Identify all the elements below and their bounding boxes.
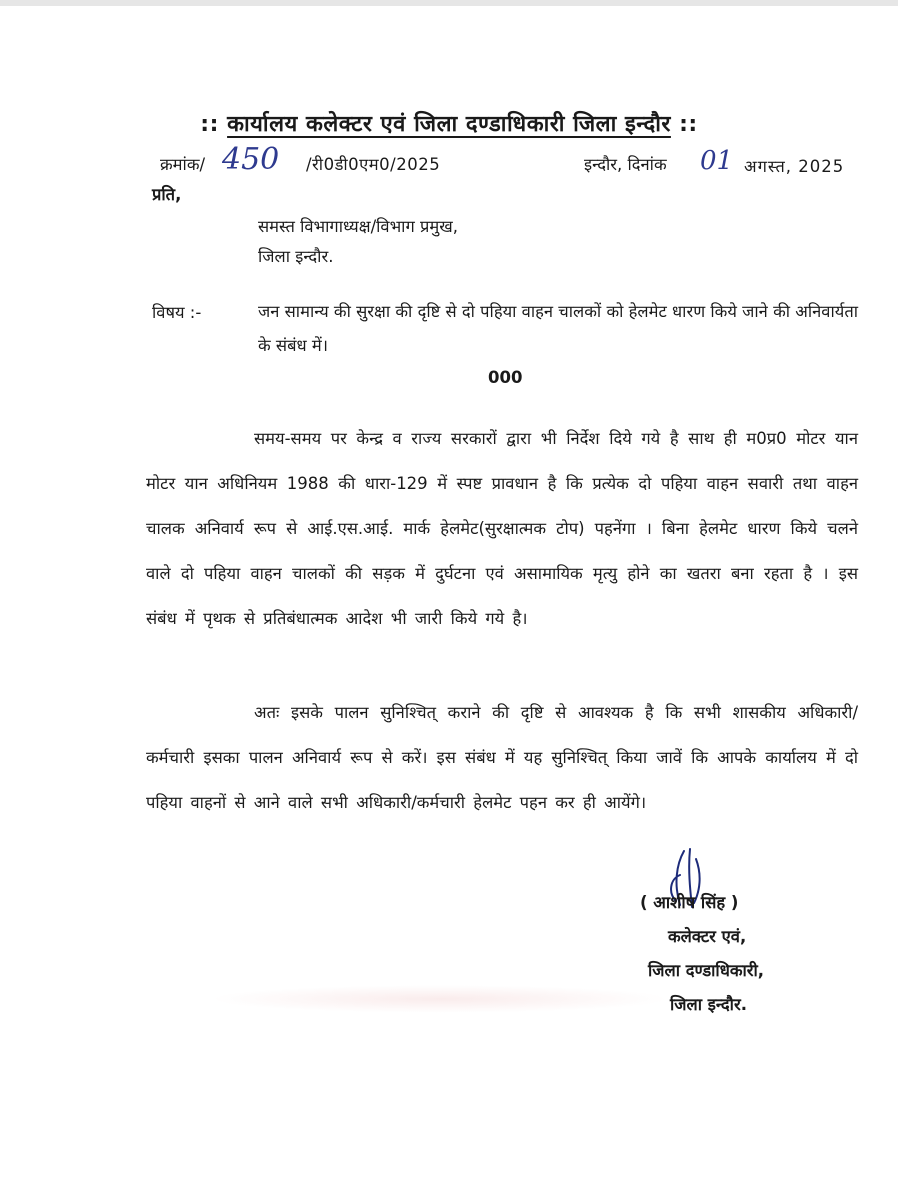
subject-text: जन सामान्य की सुरक्षा की दृष्टि से दो पहिया वाहन चालकों को हेलमेट धारण किये जाने की अनिवार्यता के संबंध में। xyxy=(258,302,858,355)
body-paragraph-1: समय-समय पर केन्द्र व राज्य सरकारों द्वारा भी निर्देश दिये गये है साथ ही म0प्र0 मोटर यान मोटर यान अधिनियम 1988 की धारा-129 में स्पष्ट प्रावधान है कि प्रत्येक दो पहिया वाहन सवारी तथा वाहन चालक अनिवार्य रूप से आई.एस.आई. मार्क हेलमेट(सुरक्षात्मक टोप) पहनेंगा । बिना हेलमेट धारण किये चलने वाले दो पहिया वाहन चालकों की सड़क में दुर्घटना एवं असामायिक मृत्यु होने का खतरा बना रहता है । इस संबंध में पृथक से प्रतिबंधात्मक आदेश भी जारी किये गये है। xyxy=(146,429,858,628)
body-paragraph-2: अतः इसके पालन सुनिश्चित् कराने की दृष्टि से आवश्यक है कि सभी शासकीय अधिकारी/कर्मचारी इसका पालन अनिवार्य रूप से करें। इस संबंध में यह सुनिश्चित् किया जावें कि आपके कार्यालय में दो पहिया वाहनों से आने वाले सभी अधिकारी/कर्मचारी हेलमेट पहन कर ही आयेंगे। xyxy=(146,703,858,812)
ref-label: क्रमांक/ xyxy=(160,155,206,174)
signatory-designation-1: कलेक्टर एवं, xyxy=(668,927,747,946)
scan-smudge xyxy=(210,985,670,1013)
signatory-designation-3: जिला इन्दौर. xyxy=(670,995,747,1014)
subject-label: विषय :- xyxy=(152,303,202,322)
ref-code: /री0डी0एम0/2025 xyxy=(306,155,441,174)
place-date-label: इन्दौर, दिनांक xyxy=(584,155,667,174)
title-suffix: :: xyxy=(679,112,698,137)
title-text: कार्यालय कलेक्टर एवं जिला दण्डाधिकारी जिला इन्दौर xyxy=(227,112,671,137)
signatory-name: ( आशीष सिंह ) xyxy=(640,893,739,912)
recipient-line1: समस्त विभागाध्यक्ष/विभाग प्रमुख, xyxy=(258,217,458,236)
signatory-designation-2: जिला दण्डाधिकारी, xyxy=(648,961,765,980)
subject-separator: 000 xyxy=(488,368,523,387)
office-title xyxy=(0,108,898,138)
scan-top-edge xyxy=(0,0,898,6)
recipient-prefix: प्रति, xyxy=(152,185,182,204)
month-year: अगस्त, 2025 xyxy=(744,157,845,176)
handwritten-ref-number: 450 xyxy=(222,142,280,177)
recipient-line2: जिला इन्दौर. xyxy=(258,247,334,266)
title-prefix: :: xyxy=(200,112,219,137)
handwritten-day: 01 xyxy=(700,146,734,176)
